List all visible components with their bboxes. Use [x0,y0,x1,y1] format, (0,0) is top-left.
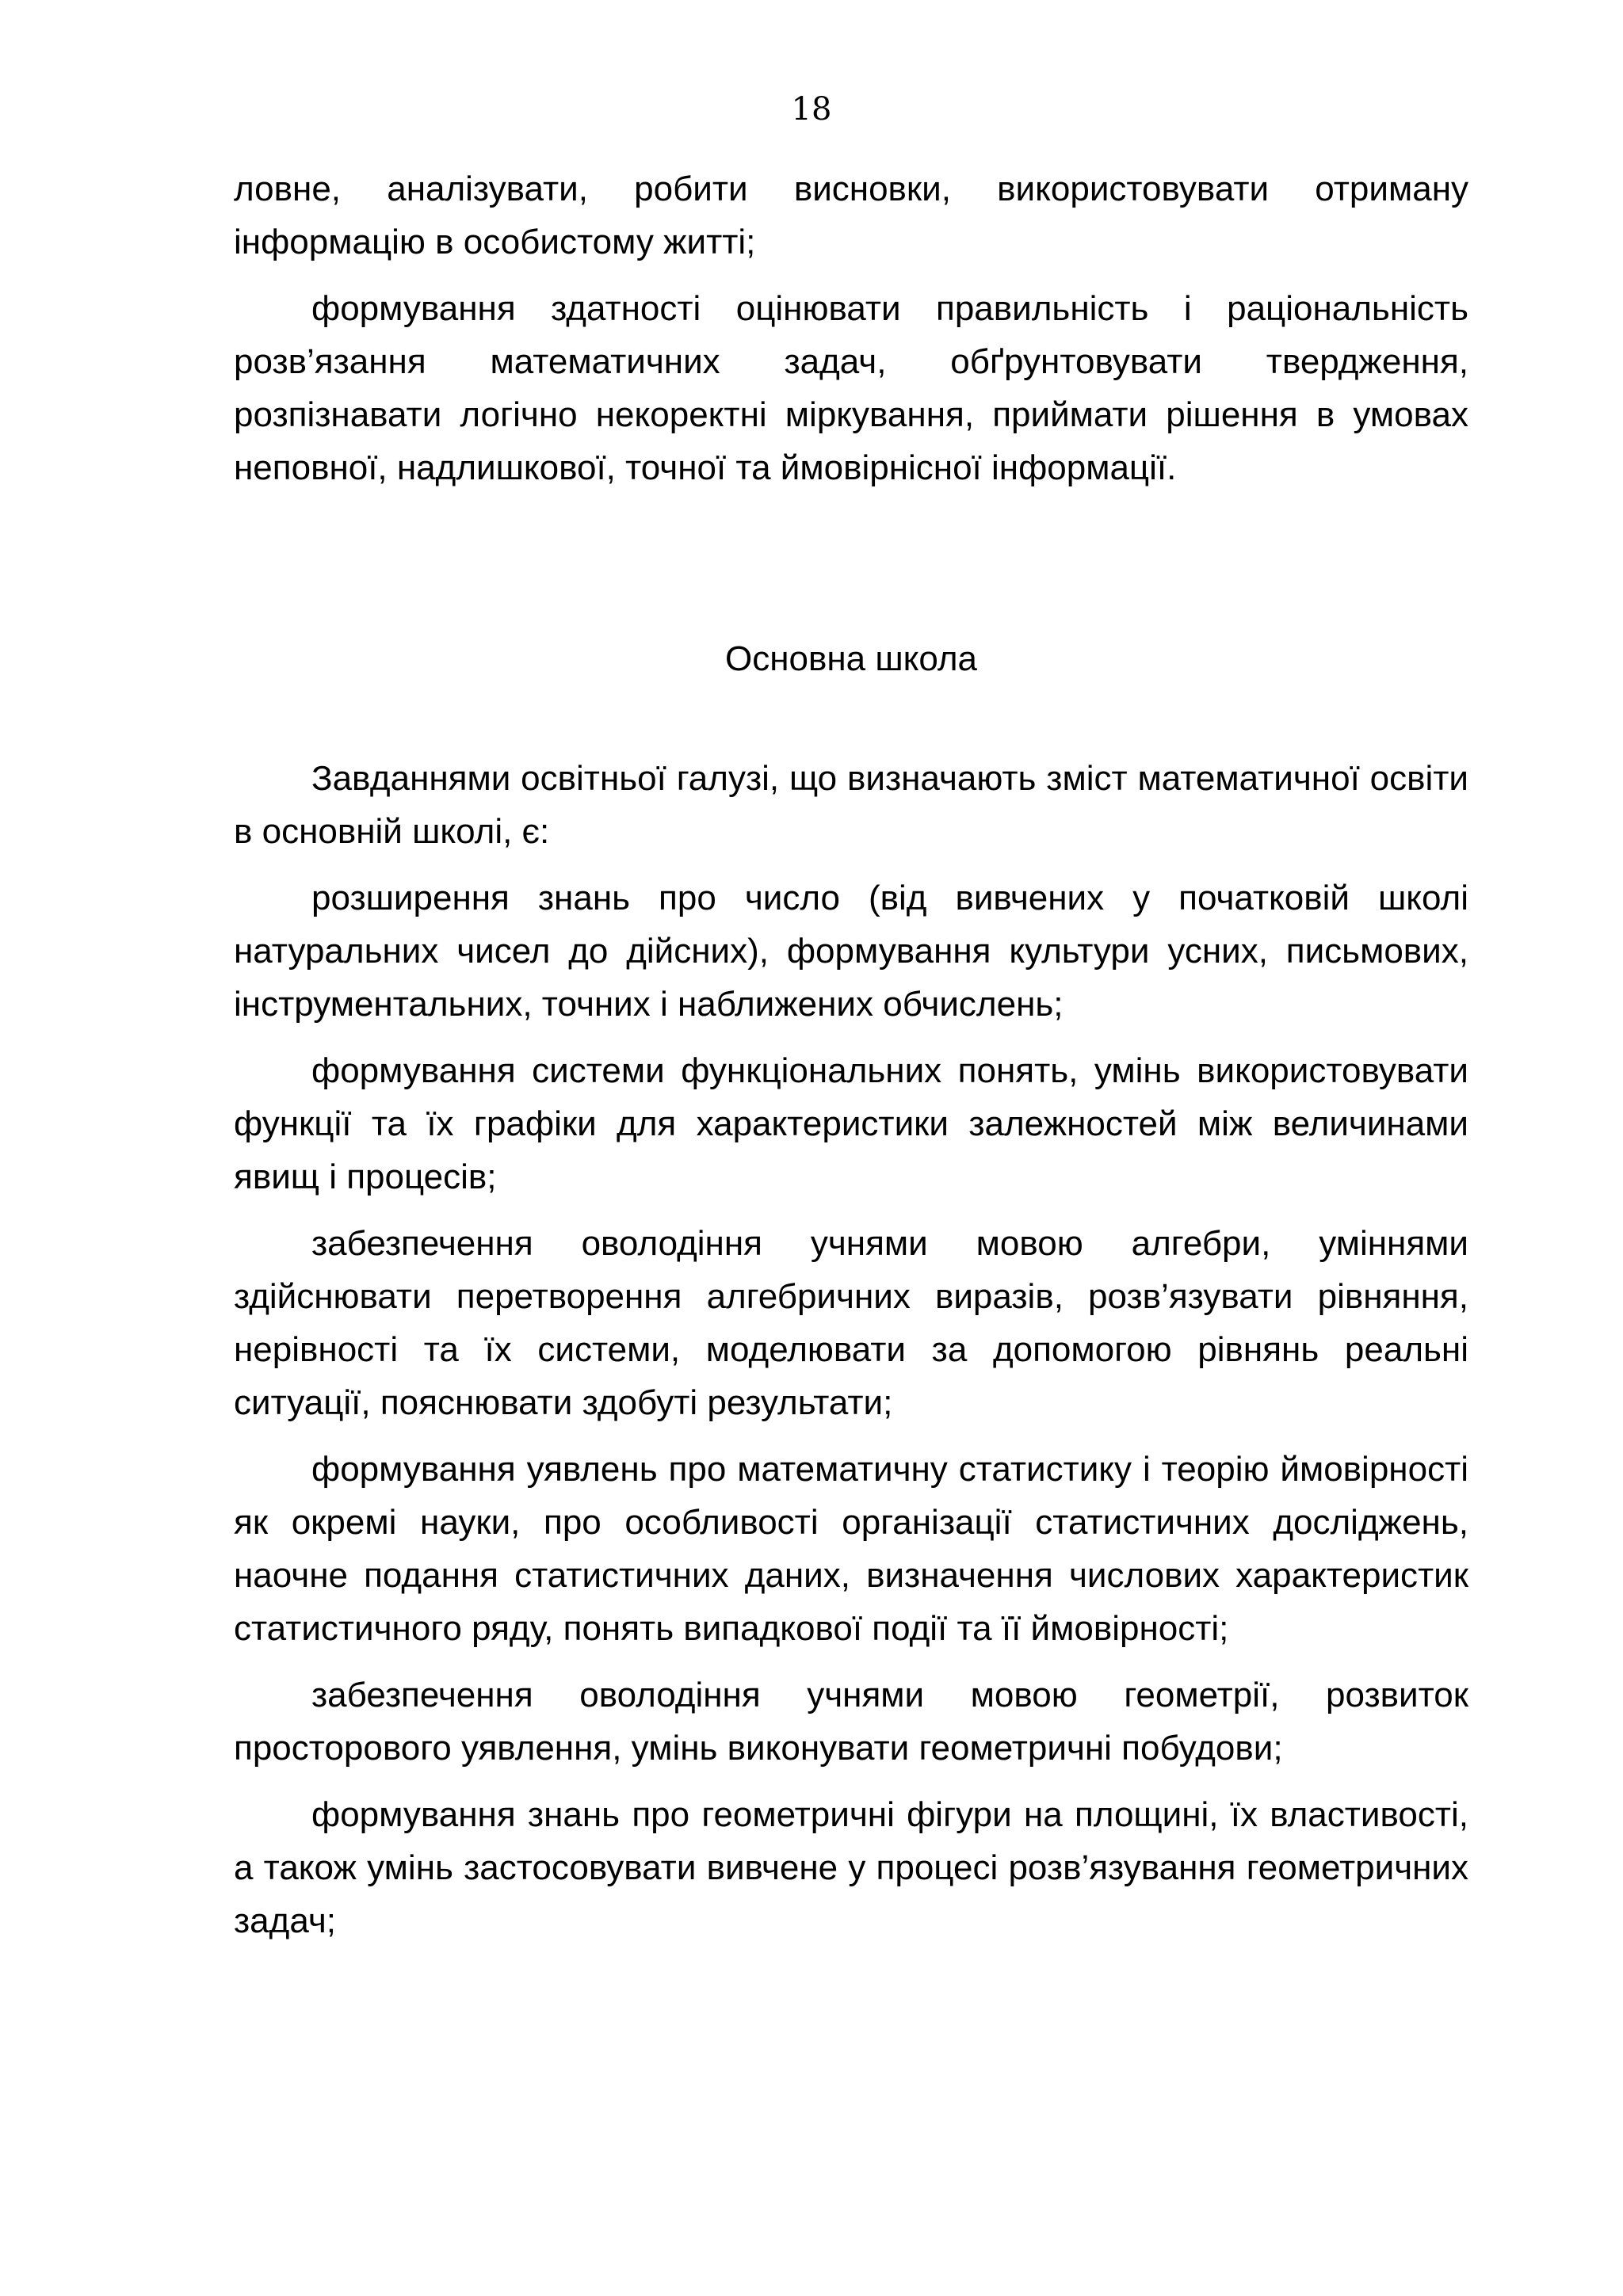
section-heading: Основна школа [724,639,978,678]
list-item: формування системи функціональних понять, умінь використовувати функції та їх графіки для характеристики залежностей між величинами явищ і процесів; [234,1051,1468,1196]
list-item: розширення знань про число (від вивчених у початковій школі натуральних чисел до дійсних), формування культури усних, письмових, інструментальних, точних і наближених обчислень; [234,879,1468,1024]
page-number: 18 [791,91,832,128]
list-item: формування уявлень про математичну статистику і теорію ймовірності як окремі науки, про особливості організації статистичних досліджень, наочне подання статистичних даних, визначення числових характеристик статистичного ряду, понять випадкової події та її ймовірності; [234,1450,1468,1648]
paragraph: ловне, аналізувати, робити висновки, використовувати отриману інформацію в особистому житті; [234,170,1468,261]
list-item: формування знань про геометричні фігури на площині, їх властивості, а також умінь застосовувати вивчене у процесі розв’язування геометричних задач; [234,1795,1468,1940]
paragraph: формування здатності оцінювати правильність і раціональність розв’язання математичних задач, обґрунтовувати твердження, розпізнавати логічно некоректні міркування, приймати рішення в умовах неповної, надлишкової, точної та ймовірнісної інформації. [234,289,1468,487]
paragraph: Завданнями освітньої галузі, що визначають зміст математичної освіти в основній школі, є: [234,759,1468,851]
document-body [234,162,1468,1961]
list-item: забезпечення оволодіння учнями мовою алгебри, уміннями здійснювати перетворення алгебричних виразів, розв’язувати рівняння, нерівності та їх системи, моделювати за допомогою рівнянь реальні ситуації, пояснювати здобуті результати; [234,1224,1468,1422]
list-item: забезпечення оволодіння учнями мовою геометрії, розвиток просторового уявлення, умінь виконувати геометричні побудови; [234,1676,1468,1768]
